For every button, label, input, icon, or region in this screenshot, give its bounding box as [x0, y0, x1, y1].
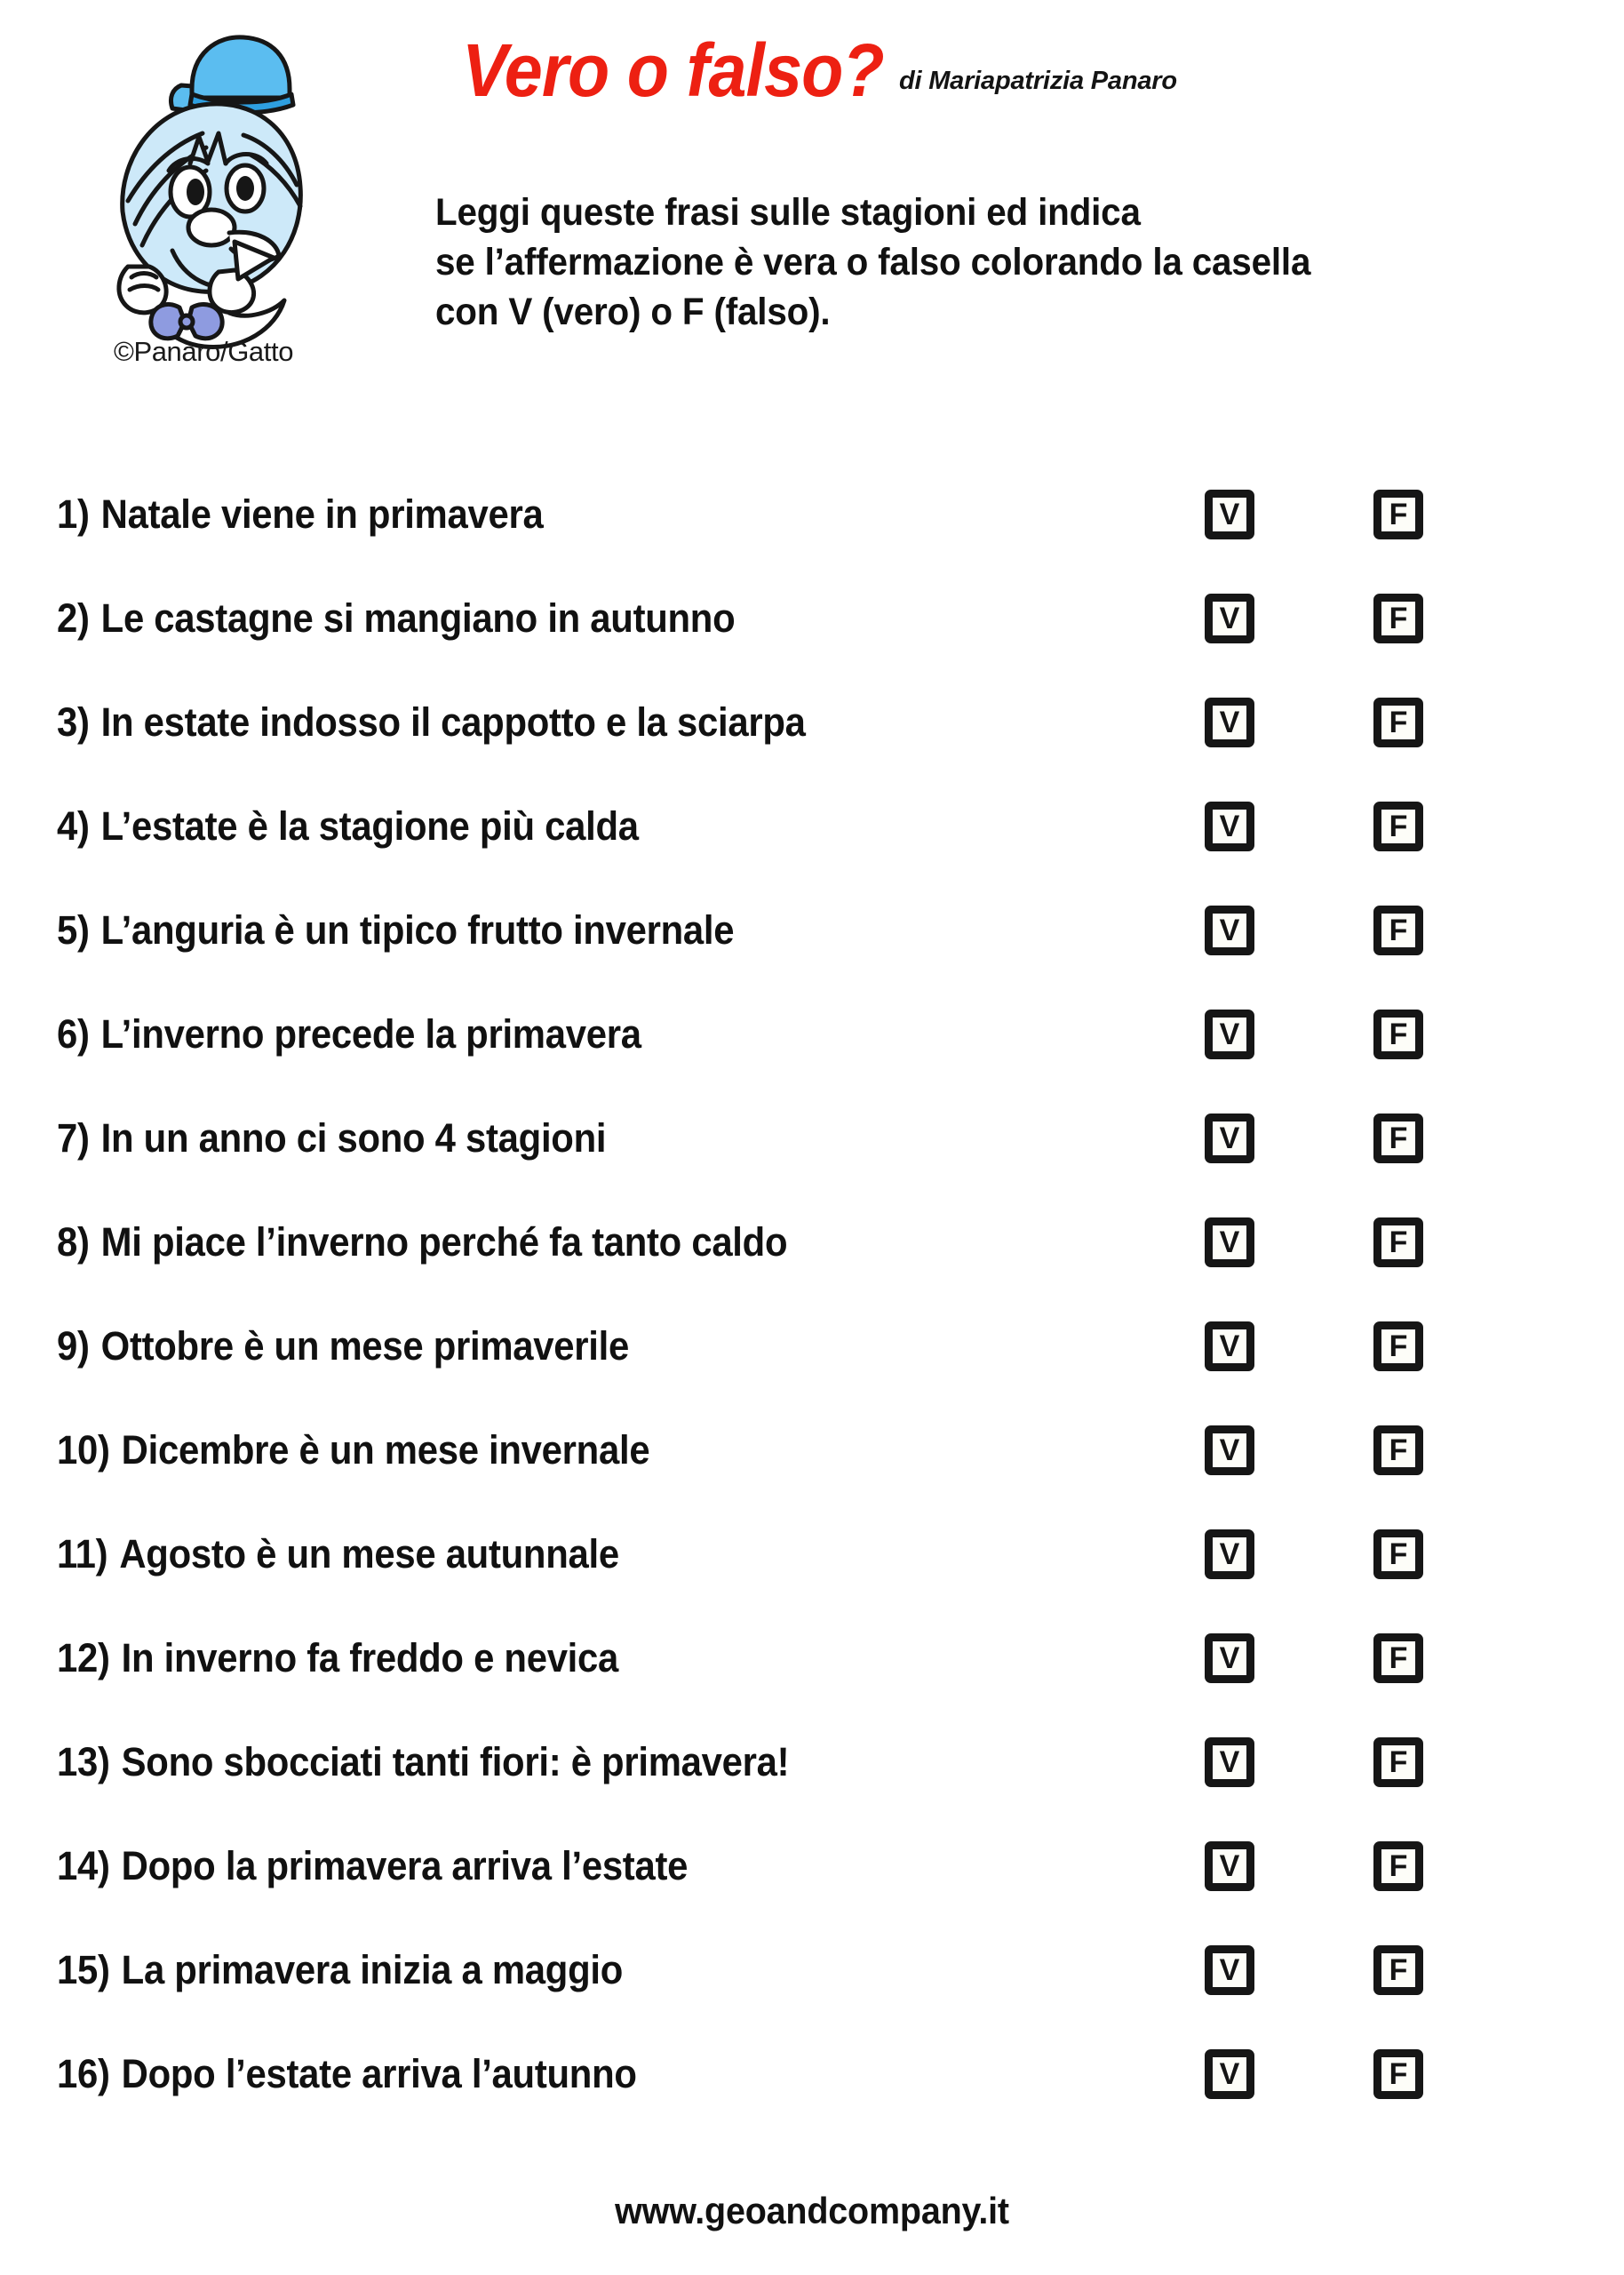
answer-boxes: [1205, 1010, 1423, 1059]
question-number: 15): [57, 1946, 110, 1992]
question-statement: In inverno fa freddo e nevica: [121, 1634, 619, 1680]
question-statement: L’estate è la stagione più calda: [100, 802, 639, 849]
answer-box-true[interactable]: V: [1205, 1425, 1254, 1475]
question-number: 4): [57, 802, 90, 849]
question-text: [57, 699, 806, 746]
answer-boxes: [1205, 1321, 1423, 1371]
question-number: 7): [57, 1114, 90, 1161]
answer-box-false[interactable]: F: [1373, 1529, 1423, 1579]
instructions-line-2: se l’affermazione è vera o falso colorando la casella: [435, 240, 1311, 283]
answer-box-true[interactable]: V: [1205, 1841, 1254, 1891]
question-row: [0, 878, 1624, 982]
question-text: [57, 595, 735, 642]
question-row: [0, 1502, 1624, 1606]
mascot-copyright-credit: ©Panaro/Gatto: [114, 336, 294, 367]
question-row: [0, 1398, 1624, 1502]
question-text: [57, 907, 734, 954]
instructions-line-1: Leggi queste frasi sulle stagioni ed indica: [435, 191, 1141, 234]
question-statement: Agosto è un mese autunnale: [119, 1530, 619, 1577]
question-text: [57, 1843, 688, 1889]
answer-box-true[interactable]: V: [1205, 698, 1254, 747]
instructions-line-3-prefix: con: [435, 290, 509, 333]
answer-box-false[interactable]: F: [1373, 2049, 1423, 2099]
answer-box-true[interactable]: V: [1205, 1737, 1254, 1787]
question-row: [0, 670, 1624, 774]
question-number: 5): [57, 906, 90, 953]
title-row: [462, 28, 1177, 112]
question-number: 14): [57, 1842, 110, 1888]
question-text: [57, 803, 639, 850]
answer-boxes: [1205, 1217, 1423, 1267]
question-statement: Dicembre è un mese invernale: [121, 1426, 650, 1473]
question-row: [0, 1294, 1624, 1398]
question-row: [0, 1606, 1624, 1710]
answer-box-true[interactable]: V: [1205, 1633, 1254, 1683]
question-text: [57, 1947, 623, 1993]
question-row: [0, 1814, 1624, 1918]
question-statement: Ottobre è un mese primaverile: [100, 1322, 629, 1369]
answer-box-false[interactable]: F: [1373, 1425, 1423, 1475]
question-statement: Natale viene in primavera: [100, 491, 544, 537]
mascot-illustration: [87, 12, 309, 359]
instructions-line-3-middle: (vero) o: [532, 290, 682, 333]
answer-boxes: [1205, 906, 1423, 955]
answer-boxes: [1205, 698, 1423, 747]
answer-boxes: [1205, 1737, 1423, 1787]
answer-box-true[interactable]: V: [1205, 1217, 1254, 1267]
question-number: 12): [57, 1634, 110, 1680]
instructions-f-marker: F: [681, 290, 705, 333]
question-text: [57, 2051, 637, 2097]
question-row: [0, 1918, 1624, 2022]
question-number: 11): [57, 1530, 108, 1577]
answer-box-true[interactable]: V: [1205, 1321, 1254, 1371]
answer-boxes: [1205, 1633, 1423, 1683]
answer-boxes: [1205, 802, 1423, 851]
answer-box-false[interactable]: F: [1373, 698, 1423, 747]
question-statement: La primavera inizia a maggio: [121, 1946, 624, 1992]
answer-boxes: [1205, 1425, 1423, 1475]
answer-box-true[interactable]: V: [1205, 906, 1254, 955]
question-text: [57, 1531, 619, 1577]
question-row: [0, 2022, 1624, 2126]
question-text: [57, 1219, 787, 1265]
answer-box-false[interactable]: F: [1373, 1945, 1423, 1995]
instructions-block: [435, 188, 1513, 338]
answer-boxes: [1205, 1945, 1423, 1995]
answer-box-false[interactable]: F: [1373, 1010, 1423, 1059]
question-row: [0, 566, 1624, 670]
question-statement: L’anguria è un tipico frutto invernale: [100, 906, 735, 953]
answer-box-true[interactable]: V: [1205, 1529, 1254, 1579]
answer-box-true[interactable]: V: [1205, 2049, 1254, 2099]
questions-list: [0, 462, 1624, 2126]
page-title: Vero o falso?: [462, 28, 884, 112]
question-number: 16): [57, 2050, 110, 2096]
answer-box-false[interactable]: F: [1373, 490, 1423, 539]
question-number: 1): [57, 491, 90, 537]
question-statement: L’inverno precede la primavera: [100, 1010, 641, 1057]
question-row: [0, 1086, 1624, 1190]
answer-box-true[interactable]: V: [1205, 594, 1254, 643]
worksheet-header: [0, 0, 1624, 418]
answer-box-true[interactable]: V: [1205, 1010, 1254, 1059]
answer-box-false[interactable]: F: [1373, 802, 1423, 851]
answer-box-false[interactable]: F: [1373, 1321, 1423, 1371]
question-row: [0, 462, 1624, 566]
answer-box-false[interactable]: F: [1373, 594, 1423, 643]
answer-boxes: [1205, 2049, 1423, 2099]
question-statement: In estate indosso il cappotto e la sciarpa: [100, 698, 806, 745]
question-text: [57, 1427, 649, 1473]
answer-box-false[interactable]: F: [1373, 1217, 1423, 1267]
question-number: 8): [57, 1218, 90, 1265]
answer-box-true[interactable]: V: [1205, 490, 1254, 539]
question-row: [0, 774, 1624, 878]
question-row: [0, 982, 1624, 1086]
answer-box-false[interactable]: F: [1373, 1841, 1423, 1891]
question-statement: Sono sbocciati tanti fiori: è primavera!: [121, 1738, 790, 1784]
question-text: [57, 1323, 629, 1369]
question-text: [57, 491, 543, 538]
question-number: 6): [57, 1010, 90, 1057]
question-statement: Dopo la primavera arriva l’estate: [121, 1842, 689, 1888]
question-number: 9): [57, 1322, 90, 1369]
answer-box-false[interactable]: F: [1373, 906, 1423, 955]
question-text: [57, 1115, 606, 1161]
question-row: [0, 1190, 1624, 1294]
answer-boxes: [1205, 1841, 1423, 1891]
question-row: [0, 1710, 1624, 1814]
answer-box-true[interactable]: V: [1205, 1945, 1254, 1995]
instructions-line-3-suffix: (falso).: [704, 290, 831, 333]
answer-box-true[interactable]: V: [1205, 1114, 1254, 1163]
question-statement: Dopo l’estate arriva l’autunno: [121, 2050, 637, 2096]
question-statement: Mi piace l’inverno perché fa tanto caldo: [100, 1218, 788, 1265]
answer-box-false[interactable]: F: [1373, 1633, 1423, 1683]
answer-box-false[interactable]: F: [1373, 1737, 1423, 1787]
answer-boxes: [1205, 1529, 1423, 1579]
website-url: www.geoandcompany.it: [615, 2190, 1009, 2231]
answer-boxes: [1205, 594, 1423, 643]
answer-box-true[interactable]: V: [1205, 802, 1254, 851]
question-number: 3): [57, 698, 90, 745]
answer-box-false[interactable]: F: [1373, 1114, 1423, 1163]
instructions-v-marker: V: [508, 290, 533, 333]
instructions-line-3: [435, 288, 1513, 338]
author-credit: di Mariapatrizia Panaro: [898, 66, 1177, 95]
answer-boxes: [1205, 1114, 1423, 1163]
question-text: [57, 1739, 789, 1785]
question-statement: Le castagne si mangiano in autunno: [100, 595, 736, 641]
question-text: [57, 1635, 618, 1681]
question-statement: In un anno ci sono 4 stagioni: [100, 1114, 607, 1161]
question-text: [57, 1011, 641, 1058]
question-number: 13): [57, 1738, 110, 1784]
answer-boxes: [1205, 490, 1423, 539]
footer: [0, 2190, 1624, 2232]
question-number: 10): [57, 1426, 110, 1473]
question-number: 2): [57, 595, 90, 641]
